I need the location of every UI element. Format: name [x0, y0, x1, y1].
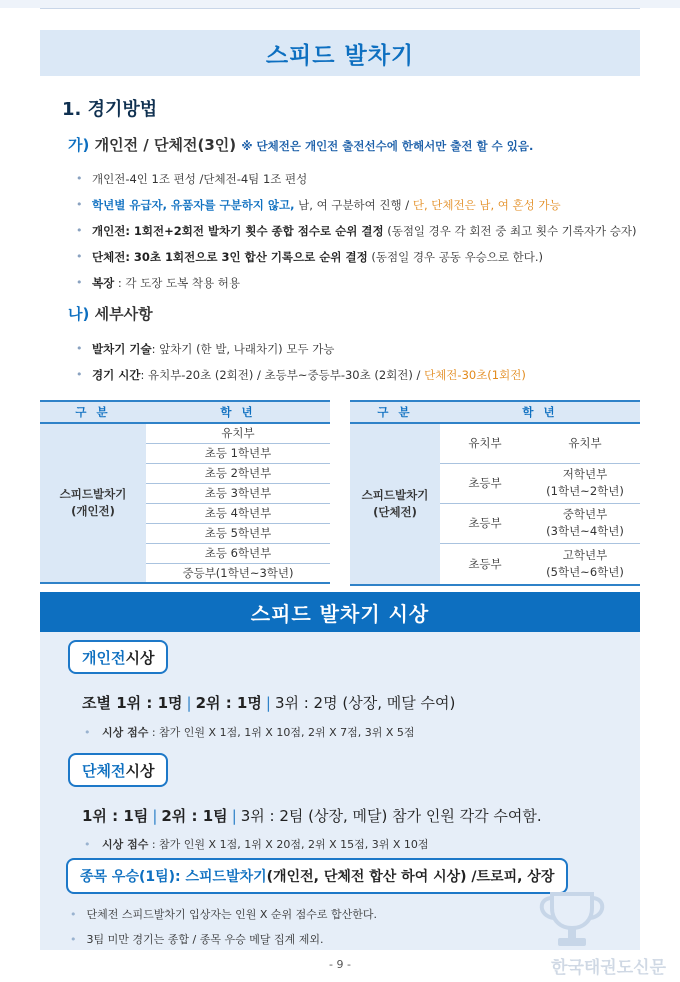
subheading-a-mark: 가)	[68, 136, 90, 154]
bullet-text: : 유치부-20초 (2회전) / 초등부~중등부-30초 (2회전) /	[140, 368, 425, 382]
table-cell: 유치부	[146, 423, 330, 443]
rank-2: 2위 : 1명	[195, 694, 262, 712]
table-header: 학 년	[440, 401, 640, 423]
bullet-text: (동점일 경우 각 회전 중 최고 횟수 기록자가 승자)	[383, 224, 637, 238]
list-item	[76, 270, 637, 296]
subheading-b-mark: 나)	[68, 305, 90, 323]
score-text: : 참가 인원 X 1점, 1위 X 10점, 2위 X 7점, 3위 X 5점	[148, 726, 415, 739]
page-number: - 9 -	[329, 958, 351, 971]
table-cell: 초등부	[440, 503, 530, 543]
table-cell: 유치부	[530, 423, 640, 463]
watermark: 한국태권도신문	[551, 958, 666, 978]
table-cell: 저학년부 (1학년~2학년)	[530, 463, 640, 503]
bullet-emphasis: 복장	[92, 276, 115, 290]
bullet-text: : 앞차기 (한 발, 나래차기) 모두 가능	[151, 342, 335, 356]
top-divider	[40, 8, 640, 9]
table-header: 구 분	[40, 401, 146, 423]
table-cell: 초등부	[440, 543, 530, 585]
table-cell: 중등부(1학년~3학년)	[146, 563, 330, 583]
list-item	[76, 244, 637, 270]
individual-rank-line	[82, 692, 455, 713]
rank-1: 1위 : 1팀	[82, 807, 149, 825]
rank-separator: |	[265, 694, 271, 712]
bullet-emphasis: 단체전: 30초 1회전으로 3인 합산 기록으로 순위 결정	[92, 250, 368, 264]
team-score-line	[84, 836, 429, 852]
rank-3: 3위 : 2팀 (상장, 메달) 참가 인원 각각 수여함.	[240, 807, 542, 825]
score-text: : 참가 인원 X 1점, 1위 X 20점, 2위 X 15점, 3위 X 10점	[148, 838, 429, 851]
score-label: 시상 점수	[102, 726, 149, 739]
table-header: 구 분	[350, 401, 440, 423]
table-cell: 고학년부 (5학년~6학년)	[530, 543, 640, 585]
trophy-icon	[530, 890, 614, 950]
table-cell: 초등 5학년부	[146, 523, 330, 543]
rank-3: 3위 : 2명 (상장, 메달 수여)	[274, 694, 456, 712]
awards-title: 스피드 발차기 시상	[250, 601, 430, 626]
table-cell: 초등부	[440, 463, 530, 503]
bullet-text: 개인전-4인 1조 편성 /단체전-4팀 1조 편성	[92, 172, 308, 186]
individual-score-line	[84, 724, 415, 740]
list-item	[76, 192, 637, 218]
rank-2: 2위 : 1팀	[161, 807, 228, 825]
individual-award-pill	[68, 640, 168, 674]
bullet-emphasis: 학년별 유급자, 유품자를 구분하지 않고,	[92, 198, 295, 212]
pill-text: (개인전, 단체전 합산 하여 시상) /트로피, 상장	[266, 869, 555, 885]
bullet-emphasis: 개인전: 1회전+2회전 발차기 횟수 종합 점수로 순위 결정	[92, 224, 384, 238]
table-cell: 초등 3학년부	[146, 483, 330, 503]
bullet-text: : 각 도장 도복 착용 허용	[114, 276, 241, 290]
table-cell: 중학년부 (3학년~4학년)	[530, 503, 640, 543]
method-bullet-list	[76, 166, 637, 296]
top-rule	[0, 0, 680, 8]
page-title: 스피드 발차기	[265, 42, 415, 69]
pill-text: 시상	[125, 761, 155, 780]
subheading-b-text: 세부사항	[94, 305, 153, 323]
team-entry-note: ※ 단체전은 개인전 출전선수에 한해서만 출전 할 수 있음.	[241, 139, 534, 153]
list-item	[76, 218, 637, 244]
awards-title-banner	[40, 592, 640, 632]
table-header: 학 년	[146, 401, 330, 423]
table-group-label: 스피드발차기 (단체전)	[350, 423, 440, 585]
subheading-a-text: 개인전 / 단체전(3인)	[94, 136, 237, 154]
footnote-2: • 3팀 미만 경기는 종합 / 종목 우승 메달 집계 제외.	[70, 931, 323, 947]
pill-highlight: 개인전	[82, 648, 126, 667]
team-rank-line	[82, 805, 542, 826]
bullet-emphasis: 발차기 기술	[92, 342, 152, 356]
rank-separator: |	[186, 694, 192, 712]
table-cell: 유치부	[440, 423, 530, 463]
bullet-highlight: 단, 단체전은 남, 여 혼성 가능	[412, 198, 561, 212]
table-cell: 초등 4학년부	[146, 503, 330, 523]
list-item	[76, 166, 637, 192]
page-title-banner	[40, 30, 640, 76]
table-cell: 초등 1학년부	[146, 443, 330, 463]
subheading-b	[68, 303, 153, 324]
footnote-1: • 단체전 스피드발차기 입상자는 인원 X 순위 점수로 합산한다.	[70, 906, 377, 922]
subheading-a	[68, 134, 533, 155]
rank-separator: |	[152, 807, 158, 825]
team-division-table	[350, 400, 640, 586]
table-cell: 초등 6학년부	[146, 543, 330, 563]
bullet-text: (동점일 경우 공동 우승으로 한다.)	[367, 250, 544, 264]
details-bullet-list	[76, 336, 526, 388]
score-label: 시상 점수	[102, 838, 149, 851]
bullet-text: 남, 여 구분하여 진행 /	[294, 198, 413, 212]
overall-award-pill	[66, 858, 568, 894]
section-heading-method: 1. 경기방법	[62, 99, 158, 120]
individual-division-table	[40, 400, 330, 584]
pill-highlight: 단체전	[82, 761, 126, 780]
bullet-highlight: 단체전-30초(1회전)	[424, 368, 526, 382]
pill-text: 시상	[125, 648, 155, 667]
pill-highlight: 종목 우승(1팀): 스피드발차기	[80, 869, 267, 885]
team-award-pill	[68, 753, 168, 787]
bullet-emphasis: 경기 시간	[92, 368, 141, 382]
rank-1: 조별 1위 : 1명	[82, 694, 183, 712]
rank-separator: |	[231, 807, 237, 825]
list-item	[76, 362, 526, 388]
list-item	[76, 336, 526, 362]
table-group-label: 스피드발차기 (개인전)	[40, 423, 146, 583]
table-cell: 초등 2학년부	[146, 463, 330, 483]
